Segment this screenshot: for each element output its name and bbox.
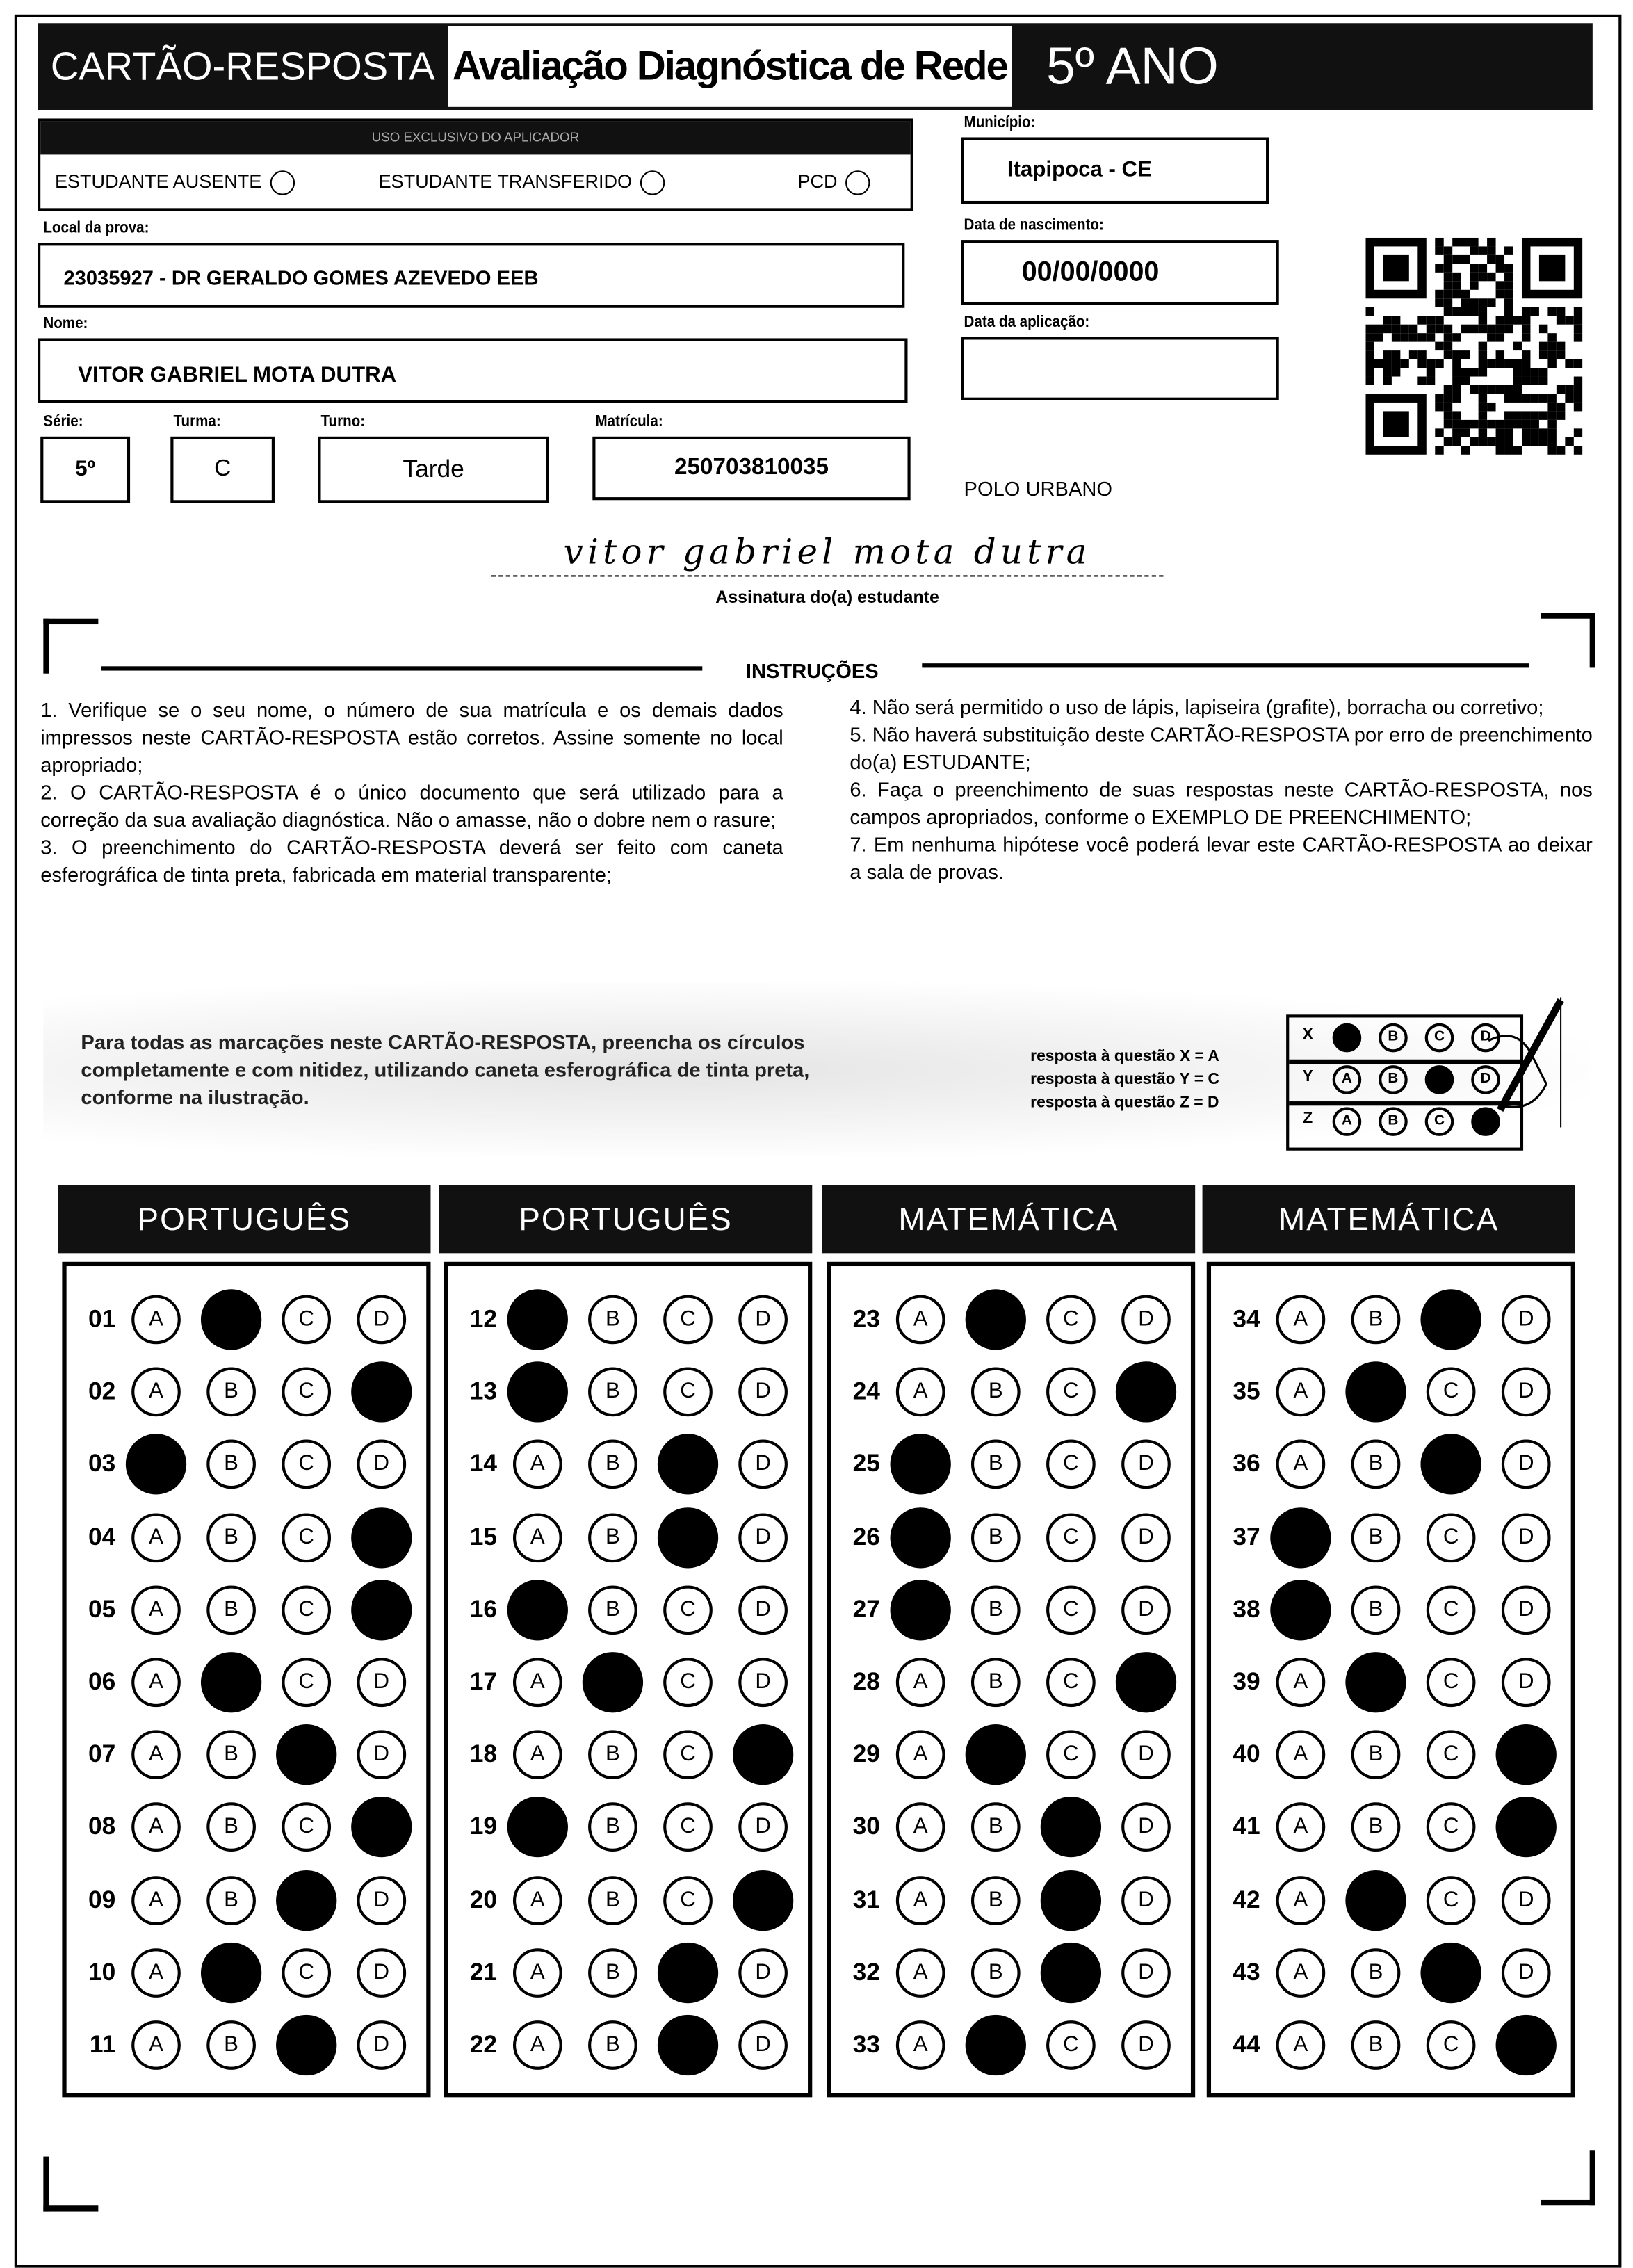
- answer-bubble-d[interactable]: D: [738, 1585, 788, 1635]
- example-bubble: [1333, 1023, 1362, 1053]
- question-number: 21: [469, 1958, 498, 1986]
- answer-bubble-b[interactable]: B: [1351, 1295, 1401, 1345]
- answer-bubble-c-filled[interactable]: [1041, 1942, 1101, 2002]
- answer-bubble-a[interactable]: A: [1276, 1875, 1326, 1925]
- answer-bubble-d-filled[interactable]: [733, 1724, 793, 1785]
- answer-bubble-d[interactable]: D: [1502, 1368, 1551, 1417]
- answer-bubble-a[interactable]: A: [1276, 1731, 1326, 1780]
- answer-bubble-c[interactable]: C: [1046, 1440, 1096, 1489]
- answer-bubble-d[interactable]: D: [1121, 1803, 1171, 1852]
- answer-bubble-c[interactable]: C: [663, 1585, 713, 1635]
- question-number: 02: [88, 1377, 116, 1405]
- answer-bubble-d[interactable]: D: [1121, 1585, 1171, 1635]
- answer-bubble-d-filled[interactable]: [351, 1580, 412, 1640]
- answer-bubble-b[interactable]: B: [206, 1513, 256, 1562]
- answer-bubble-c[interactable]: C: [1046, 1585, 1096, 1635]
- corner-mark-bl: [43, 2157, 98, 2212]
- question-number: 31: [852, 1885, 880, 1913]
- answer-bubble-c[interactable]: C: [663, 1295, 713, 1345]
- answer-bubble-d[interactable]: D: [1502, 1585, 1551, 1635]
- divider: [922, 663, 1529, 667]
- answer-bubble-a[interactable]: A: [896, 1875, 945, 1925]
- answer-bubble-b[interactable]: B: [971, 1803, 1021, 1852]
- answer-bubble-c[interactable]: C: [663, 1658, 713, 1707]
- answer-bubble-b[interactable]: B: [206, 1585, 256, 1635]
- transferred-bubble[interactable]: [640, 170, 665, 195]
- answer-bubble-c-filled[interactable]: [276, 1870, 336, 1930]
- answer-bubble-c[interactable]: C: [1427, 2020, 1476, 2070]
- pcd-bubble[interactable]: [846, 170, 870, 195]
- absent-label: ESTUDANTE AUSENTE: [54, 170, 262, 193]
- answer-bubble-a[interactable]: A: [131, 1803, 181, 1852]
- answer-bubble-c-filled[interactable]: [1420, 1289, 1481, 1350]
- example-bubble: [1425, 1065, 1454, 1094]
- answer-bubble-b[interactable]: B: [971, 1658, 1021, 1707]
- answer-bubble-b-filled[interactable]: [1345, 1652, 1406, 1712]
- answer-bubble-a[interactable]: A: [131, 1875, 181, 1925]
- question-number: 39: [1233, 1667, 1260, 1696]
- question-number: 26: [852, 1523, 880, 1550]
- nascimento-label: Data de nascimento:: [964, 216, 1104, 234]
- answer-bubble-c-filled[interactable]: [658, 2015, 718, 2075]
- answer-bubble-b-filled[interactable]: [583, 1652, 643, 1712]
- answer-bubble-d[interactable]: D: [357, 1731, 406, 1780]
- answer-bubble-d[interactable]: D: [1502, 1948, 1551, 1998]
- answer-bubble-c-filled[interactable]: [276, 1724, 336, 1785]
- answer-bubble-b[interactable]: B: [971, 1513, 1021, 1562]
- example-bubble: B: [1379, 1065, 1408, 1094]
- question-number: 11: [89, 2030, 116, 2059]
- question-number: 01: [88, 1305, 116, 1333]
- corner-mark-tr: [1541, 613, 1595, 667]
- answer-bubble-a[interactable]: A: [131, 1513, 181, 1562]
- answer-bubble-b[interactable]: B: [1351, 1731, 1401, 1780]
- answer-bubble-b[interactable]: B: [1351, 1803, 1401, 1852]
- answer-bubble-a[interactable]: A: [131, 1368, 181, 1417]
- answer-bubble-b[interactable]: B: [1351, 1513, 1401, 1562]
- answer-bubble-c[interactable]: C: [282, 1658, 331, 1707]
- answer-bubble-d[interactable]: D: [1121, 1295, 1171, 1345]
- answer-bubble-c[interactable]: C: [663, 1731, 713, 1780]
- answer-bubble-d[interactable]: D: [1502, 1440, 1551, 1489]
- turno-field: Tarde: [318, 437, 549, 503]
- answer-bubble-d[interactable]: D: [1121, 1731, 1171, 1780]
- answer-bubble-b-filled[interactable]: [201, 1942, 261, 2002]
- answer-bubble-d[interactable]: D: [738, 1513, 788, 1562]
- answer-bubble-d[interactable]: D: [738, 1368, 788, 1417]
- example-x: resposta à questão X = A: [1030, 1048, 1219, 1066]
- question-number: 27: [852, 1595, 880, 1623]
- polo-label: POLO URBANO: [964, 477, 1113, 501]
- answer-bubble-a[interactable]: A: [1276, 2020, 1326, 2070]
- example-question: X: [1302, 1026, 1313, 1044]
- answer-section: [1207, 1262, 1575, 2098]
- answer-bubble-d[interactable]: D: [357, 1875, 406, 1925]
- example-question: Z: [1303, 1110, 1313, 1128]
- answer-bubble-b[interactable]: B: [588, 2020, 637, 2070]
- answer-bubble-a-filled[interactable]: [891, 1434, 951, 1495]
- answer-bubble-b[interactable]: B: [971, 1368, 1021, 1417]
- answer-bubble-d[interactable]: D: [357, 1440, 406, 1489]
- question-number: 32: [852, 1958, 880, 1986]
- answer-bubble-a[interactable]: A: [896, 1658, 945, 1707]
- example-bubble: B: [1379, 1107, 1408, 1136]
- answer-bubble-b[interactable]: B: [971, 1948, 1021, 1998]
- answer-bubble-a[interactable]: A: [896, 1731, 945, 1780]
- answer-bubble-b[interactable]: B: [971, 1875, 1021, 1925]
- answer-bubble-a-filled[interactable]: [891, 1580, 951, 1640]
- answer-bubble-d[interactable]: D: [1121, 1513, 1171, 1562]
- answer-bubble-d[interactable]: D: [357, 1295, 406, 1345]
- answer-bubble-c-filled[interactable]: [1041, 1870, 1101, 1930]
- answer-bubble-a[interactable]: A: [896, 1368, 945, 1417]
- subject-header: PORTUGUÊS: [439, 1185, 812, 1254]
- signature-handwriting: vitor gabriel mota dutra: [491, 532, 1164, 576]
- answer-bubble-b[interactable]: B: [206, 1731, 256, 1780]
- question-number: 13: [469, 1377, 498, 1405]
- answer-bubble-b[interactable]: B: [588, 1731, 637, 1780]
- question-number: 03: [88, 1450, 116, 1478]
- answer-bubble-b[interactable]: B: [1351, 2020, 1401, 2070]
- answer-bubble-a-filled[interactable]: [507, 1580, 568, 1640]
- answer-bubble-b[interactable]: B: [206, 1875, 256, 1925]
- answer-bubble-b[interactable]: B: [206, 1803, 256, 1852]
- question-number: 24: [852, 1377, 880, 1405]
- answer-bubble-c-filled[interactable]: [658, 1942, 718, 2002]
- answer-bubble-d-filled[interactable]: [1496, 1724, 1557, 1785]
- answer-bubble-a[interactable]: A: [1276, 1658, 1326, 1707]
- answer-bubble-a[interactable]: A: [513, 1731, 562, 1780]
- answer-bubble-b[interactable]: B: [588, 1585, 637, 1635]
- answer-bubble-d-filled[interactable]: [1496, 2015, 1557, 2075]
- signature-label: Assinatura do(a) estudante: [715, 586, 939, 608]
- question-number: 08: [88, 1813, 116, 1841]
- answer-bubble-d[interactable]: D: [357, 1658, 406, 1707]
- answer-bubble-b-filled[interactable]: [966, 2015, 1026, 2075]
- answer-bubble-c-filled[interactable]: [658, 1507, 718, 1567]
- answer-bubble-a[interactable]: A: [1276, 1440, 1326, 1489]
- corner-mark-br: [1541, 2150, 1595, 2205]
- answer-bubble-b[interactable]: B: [1351, 1948, 1401, 1998]
- answer-bubble-a[interactable]: A: [896, 2020, 945, 2070]
- answer-bubble-d[interactable]: D: [1502, 1875, 1551, 1925]
- answer-bubble-c[interactable]: C: [282, 1368, 331, 1417]
- serie-label: Série:: [43, 413, 83, 431]
- answer-bubble-a[interactable]: A: [896, 1803, 945, 1852]
- answer-bubble-a-filled[interactable]: [1270, 1580, 1331, 1640]
- question-number: 05: [88, 1595, 116, 1623]
- answer-bubble-c[interactable]: C: [1427, 1368, 1476, 1417]
- question-number: 36: [1233, 1450, 1260, 1478]
- example-y: resposta à questão Y = C: [1030, 1071, 1219, 1089]
- answer-bubble-a[interactable]: A: [131, 1948, 181, 1998]
- answer-bubble-b[interactable]: B: [206, 1368, 256, 1417]
- answer-bubble-a[interactable]: A: [513, 1658, 562, 1707]
- answer-bubble-d[interactable]: D: [738, 1295, 788, 1345]
- answer-bubble-b[interactable]: B: [206, 1440, 256, 1489]
- card-title: CARTÃO-RESPOSTA: [50, 44, 435, 88]
- example-bubble: D: [1471, 1065, 1500, 1094]
- answer-section: [62, 1262, 430, 2098]
- hand-pen-icon: [1474, 997, 1575, 1127]
- answer-bubble-c[interactable]: C: [1046, 1731, 1096, 1780]
- absent-option[interactable]: [55, 170, 295, 195]
- fill-notice: [43, 983, 1589, 1156]
- answer-bubble-a[interactable]: A: [1276, 1803, 1326, 1852]
- question-number: 33: [852, 2030, 880, 2059]
- answer-bubble-b[interactable]: B: [1351, 1585, 1401, 1635]
- answer-bubble-d[interactable]: D: [1121, 1948, 1171, 1998]
- nome-label: Nome:: [43, 315, 88, 333]
- answer-bubble-a[interactable]: A: [1276, 1948, 1326, 1998]
- question-number: 14: [469, 1450, 498, 1478]
- question-number: 09: [88, 1885, 116, 1913]
- turno-label: Turno:: [320, 413, 366, 431]
- answer-bubble-a[interactable]: A: [513, 1948, 562, 1998]
- answer-bubble-b[interactable]: B: [588, 1875, 637, 1925]
- answer-bubble-a[interactable]: A: [896, 1295, 945, 1345]
- turma-label: Turma:: [173, 413, 221, 431]
- example-question: Y: [1302, 1068, 1313, 1086]
- answer-bubble-c[interactable]: C: [1427, 1803, 1476, 1852]
- question-number: 04: [88, 1523, 116, 1550]
- answer-bubble-c-filled[interactable]: [1420, 1942, 1481, 2002]
- instructions-left: 1. Verifique se o seu nome, o número de sua matrícula e os demais dados impressos neste CARTÃO-RESPOSTA estão corretos. Assine somente no local apropriado; 2. O CARTÃO-RESPOSTA é o único documento que será utilizado para a correção da sua avaliação diagnóstica. Não o amasse, não o dobre nem o rasure; 3. O preenchimento do CARTÃO-RESPOSTA deverá ser feito com caneta esferográfica de tinta preta, fabricada em material transparente;: [40, 698, 783, 886]
- question-number: 30: [852, 1813, 880, 1841]
- answer-bubble-d[interactable]: D: [1121, 1875, 1171, 1925]
- answer-bubble-b[interactable]: B: [588, 1295, 637, 1345]
- subject-header: PORTUGUÊS: [58, 1185, 430, 1254]
- answer-bubble-a-filled[interactable]: [1270, 1507, 1331, 1567]
- matricula-field: 250703810035: [592, 437, 910, 500]
- answer-bubble-d-filled[interactable]: [733, 1870, 793, 1930]
- local-field: 23035927 - DR GERALDO GOMES AZEVEDO EEB: [38, 243, 904, 308]
- answer-bubble-b-filled[interactable]: [1345, 1362, 1406, 1423]
- answer-bubble-c[interactable]: C: [1046, 1368, 1096, 1417]
- answer-bubble-c[interactable]: C: [663, 1368, 713, 1417]
- answer-bubble-b-filled[interactable]: [201, 1652, 261, 1712]
- matricula-label: Matrícula:: [595, 413, 663, 431]
- aplicacao-field: [961, 337, 1278, 400]
- pcd-option[interactable]: [797, 170, 870, 195]
- answer-bubble-d-filled[interactable]: [1116, 1362, 1176, 1423]
- question-number: 41: [1233, 1813, 1260, 1841]
- answer-bubble-a[interactable]: A: [513, 1875, 562, 1925]
- answer-bubble-d[interactable]: D: [1502, 1295, 1551, 1345]
- answer-bubble-a[interactable]: A: [131, 1658, 181, 1707]
- question-number: 25: [852, 1450, 880, 1478]
- question-number: 43: [1233, 1958, 1260, 1986]
- answer-bubble-a[interactable]: A: [896, 1948, 945, 1998]
- question-number: 19: [469, 1813, 498, 1841]
- answer-bubble-b-filled[interactable]: [201, 1289, 261, 1350]
- answer-section: [444, 1262, 812, 2098]
- answer-bubble-b[interactable]: B: [971, 1440, 1021, 1489]
- answer-bubble-d-filled[interactable]: [351, 1507, 412, 1567]
- exam-title: Avaliação Diagnóstica de Rede: [448, 26, 1012, 106]
- answer-bubble-c[interactable]: C: [282, 1948, 331, 1998]
- answer-section: [827, 1262, 1195, 2098]
- answer-bubble-c-filled[interactable]: [276, 2015, 336, 2075]
- instructions-right: 4. Não será permitido o uso de lápis, lapiseira (grafite), borracha ou corretivo; 5. Não haverá substituição deste CARTÃO-RESPOSTA por erro de preenchimento do(a) ESTUDANTE; 6. Faça o preenchimento de suas respostas neste CARTÃO-RESPOSTA, nos campos apropriados, conforme o EXEMPLO DE PREENCHIMENTO; 7. Em nenhuma hipótese você poderá levar este CARTÃO-RESPOSTA ao deixar a sala de provas.: [850, 695, 1593, 884]
- answer-bubble-a[interactable]: A: [513, 1513, 562, 1562]
- answer-bubble-d[interactable]: D: [738, 1803, 788, 1852]
- nome-field: VITOR GABRIEL MOTA DUTRA: [38, 338, 907, 403]
- aplicacao-label: Data da aplicação:: [964, 314, 1090, 332]
- answer-bubble-d[interactable]: D: [1502, 1513, 1551, 1562]
- question-number: 34: [1233, 1305, 1260, 1333]
- answer-bubble-a-filled[interactable]: [507, 1797, 568, 1858]
- example-bubble: B: [1379, 1023, 1408, 1053]
- question-number: 44: [1233, 2030, 1260, 2059]
- answer-bubble-a[interactable]: A: [513, 2020, 562, 2070]
- answer-bubble-a[interactable]: A: [131, 1731, 181, 1780]
- example-bubble: C: [1425, 1023, 1454, 1053]
- answer-bubble-d[interactable]: D: [1121, 1440, 1171, 1489]
- answer-bubble-c[interactable]: C: [282, 1585, 331, 1635]
- absent-bubble[interactable]: [270, 170, 295, 195]
- answer-bubble-c[interactable]: C: [1046, 1295, 1096, 1345]
- answer-bubble-b[interactable]: B: [971, 1585, 1021, 1635]
- example-bubble: D: [1471, 1023, 1500, 1053]
- answer-bubble-d-filled[interactable]: [1496, 1797, 1557, 1858]
- example-legend: [1030, 1045, 1219, 1115]
- answer-bubble-c[interactable]: C: [1427, 1875, 1476, 1925]
- divider: [101, 666, 703, 670]
- answer-bubble-c[interactable]: C: [282, 1295, 331, 1345]
- answer-bubble-c[interactable]: C: [282, 1513, 331, 1562]
- answer-bubble-a-filled[interactable]: [126, 1434, 186, 1495]
- fill-notice-text: Para todas as marcações neste CARTÃO-RESPOSTA, preencha os círculos completamente e com nitidez, utilizando caneta esferográfica de tinta preta, conforme na ilustração.: [81, 1030, 810, 1109]
- example-bubble: A: [1333, 1065, 1362, 1094]
- question-number: 29: [852, 1740, 880, 1768]
- answer-bubble-c[interactable]: C: [1427, 1513, 1476, 1562]
- aplicador-box: [38, 118, 913, 211]
- answer-bubble-d[interactable]: D: [1502, 1658, 1551, 1707]
- answer-bubble-d[interactable]: D: [738, 1440, 788, 1489]
- answer-bubble-d-filled[interactable]: [1116, 1652, 1176, 1712]
- question-number: 16: [469, 1595, 498, 1623]
- answer-bubble-c[interactable]: C: [1046, 2020, 1096, 2070]
- qr-code-icon: [1365, 236, 1582, 457]
- answer-bubble-a[interactable]: A: [131, 1585, 181, 1635]
- subject-header: MATEMÁTICA: [822, 1185, 1195, 1254]
- example-z: resposta à questão Z = D: [1030, 1094, 1219, 1112]
- serie-field: 5º: [40, 437, 130, 503]
- answer-bubble-b[interactable]: B: [1351, 1440, 1401, 1489]
- answer-bubble-c[interactable]: C: [663, 1803, 713, 1852]
- example-bubble: C: [1425, 1107, 1454, 1136]
- question-number: 40: [1233, 1740, 1260, 1768]
- example-bubble: A: [1333, 1107, 1362, 1136]
- answer-bubble-c[interactable]: C: [663, 1875, 713, 1925]
- answer-bubble-b[interactable]: B: [588, 1803, 637, 1852]
- answer-bubble-b-filled[interactable]: [966, 1724, 1026, 1785]
- answer-bubble-a-filled[interactable]: [507, 1362, 568, 1423]
- corner-mark-tl: [43, 619, 98, 674]
- nascimento-field: 00/00/0000: [961, 240, 1278, 305]
- question-number: 15: [469, 1523, 498, 1550]
- answer-bubble-c-filled[interactable]: [1420, 1434, 1481, 1495]
- answer-bubble-a-filled[interactable]: [891, 1507, 951, 1567]
- question-number: 35: [1233, 1377, 1260, 1405]
- answer-bubble-c[interactable]: C: [282, 1440, 331, 1489]
- turma-field: C: [170, 437, 275, 503]
- answer-bubble-b-filled[interactable]: [966, 1289, 1026, 1350]
- answer-bubble-b[interactable]: B: [588, 1440, 637, 1489]
- subject-header: MATEMÁTICA: [1203, 1185, 1575, 1254]
- question-number: 38: [1233, 1595, 1260, 1623]
- answer-bubble-b[interactable]: B: [588, 1948, 637, 1998]
- municipio-field: Itapipoca - CE: [961, 137, 1269, 204]
- question-number: 22: [469, 2030, 498, 2059]
- question-number: 20: [469, 1885, 498, 1913]
- answer-bubble-a[interactable]: A: [131, 2020, 181, 2070]
- answer-bubble-a[interactable]: A: [1276, 1368, 1326, 1417]
- local-label: Local da prova:: [43, 219, 149, 237]
- answer-bubble-c-filled[interactable]: [658, 1434, 718, 1495]
- transferred-label: ESTUDANTE TRANSFERIDO: [378, 170, 633, 193]
- question-number: 18: [469, 1740, 498, 1768]
- answer-bubble-c[interactable]: C: [282, 1803, 331, 1852]
- answer-bubble-c[interactable]: C: [1046, 1513, 1096, 1562]
- question-number: 42: [1233, 1885, 1260, 1913]
- question-number: 06: [88, 1667, 116, 1696]
- answer-bubble-a[interactable]: A: [131, 1295, 181, 1345]
- answer-bubble-a[interactable]: A: [513, 1440, 562, 1489]
- instructions-title: INSTRUÇÕES: [745, 658, 879, 683]
- answer-bubble-d[interactable]: D: [357, 2020, 406, 2070]
- answer-bubble-b[interactable]: B: [588, 1513, 637, 1562]
- question-number: 07: [88, 1740, 116, 1768]
- answer-bubble-d[interactable]: D: [738, 1948, 788, 1998]
- answer-bubble-c[interactable]: C: [1046, 1658, 1096, 1707]
- pcd-label: PCD: [797, 170, 838, 193]
- answer-bubble-b-filled[interactable]: [1345, 1870, 1406, 1930]
- answer-bubble-d-filled[interactable]: [351, 1362, 412, 1423]
- answer-bubble-d[interactable]: D: [1121, 2020, 1171, 2070]
- aplicador-title: USO EXCLUSIVO DO APLICADOR: [40, 122, 910, 155]
- answer-bubble-d-filled[interactable]: [351, 1797, 412, 1858]
- answer-bubble-a-filled[interactable]: [507, 1289, 568, 1350]
- question-number: 28: [852, 1667, 880, 1696]
- answer-bubble-c-filled[interactable]: [1041, 1797, 1101, 1858]
- question-number: 12: [469, 1305, 498, 1333]
- answer-bubble-d[interactable]: D: [738, 1658, 788, 1707]
- answer-bubble-d[interactable]: D: [357, 1948, 406, 1998]
- grade-title: 5º ANO: [1046, 35, 1219, 96]
- municipio-label: Município:: [964, 114, 1036, 132]
- answer-bubble-a[interactable]: A: [1276, 1295, 1326, 1345]
- question-number: 10: [88, 1958, 116, 1986]
- question-number: 23: [852, 1305, 880, 1333]
- transferred-option[interactable]: [379, 170, 665, 195]
- answer-bubble-b[interactable]: B: [206, 2020, 256, 2070]
- answer-bubble-c[interactable]: C: [1427, 1731, 1476, 1780]
- question-number: 37: [1233, 1523, 1260, 1550]
- question-number: 17: [469, 1667, 498, 1696]
- answer-bubble-c[interactable]: C: [1427, 1585, 1476, 1635]
- answer-bubble-c[interactable]: C: [1427, 1658, 1476, 1707]
- answer-bubble-b[interactable]: B: [588, 1368, 637, 1417]
- answer-bubble-d[interactable]: D: [738, 2020, 788, 2070]
- header-bar: [38, 23, 1593, 110]
